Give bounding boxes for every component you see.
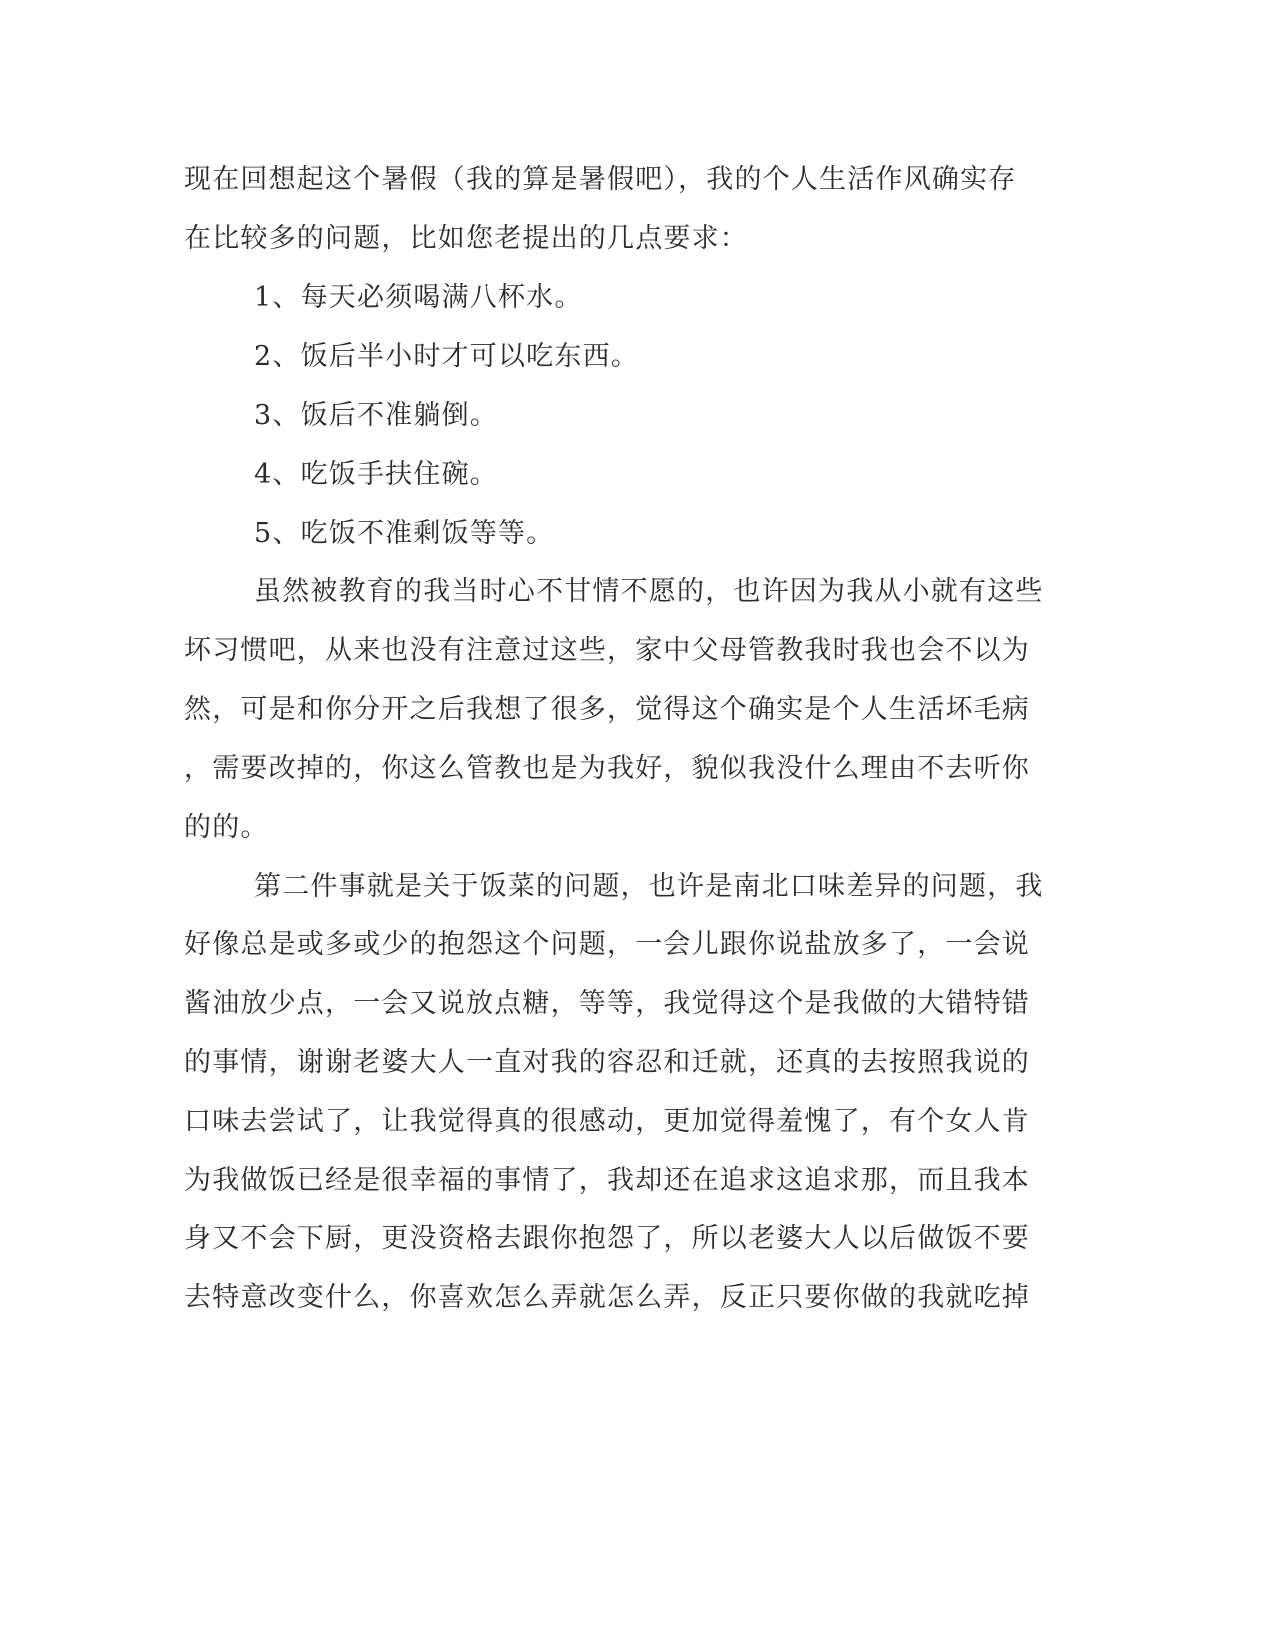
list-item: 1、每天必须喝满八杯水。 xyxy=(254,282,583,313)
paragraph-line: 第二件事就是关于饭菜的问题，也许是南北口味差异的问题，我 xyxy=(254,871,1044,902)
paragraph-line: 虽然被教育的我当时心不甘情不愿的，也许因为我从小就有这些 xyxy=(254,576,1044,607)
list-item: 3、饭后不准躺倒。 xyxy=(254,400,498,431)
paragraph-line: ，需要改掉的，你这么管教也是为我好，貌似我没什么理由不去听你 xyxy=(184,753,1030,784)
paragraph-line: 在比较多的问题，比如您老提出的几点要求： xyxy=(184,223,748,254)
paragraph-line: 坏习惯吧，从来也没有注意过这些，家中父母管教我时我也会不以为 xyxy=(184,635,1030,666)
list-item: 4、吃饭手扶住碗。 xyxy=(254,459,498,490)
paragraph-line: 为我做饭已经是很幸福的事情了，我却还在追求这追求那，而且我本 xyxy=(184,1165,1030,1196)
paragraph-line: 的事情，谢谢老婆大人一直对我的容忍和迁就，还真的去按照我说的 xyxy=(184,1047,1030,1078)
paragraph-line: 口味去尝试了，让我觉得真的很感动，更加觉得羞愧了，有个女人肯 xyxy=(184,1106,1030,1137)
paragraph-line: 的的。 xyxy=(184,812,269,843)
paragraph-line: 现在回想起这个暑假（我的算是暑假吧），我的个人生活作风确实存 xyxy=(184,164,1017,195)
list-item: 5、吃饭不准剩饭等等。 xyxy=(254,518,555,549)
paragraph-line: 酱油放少点，一会又说放点糖，等等，我觉得这个是我做的大错特错 xyxy=(184,988,1030,1019)
list-item: 2、饭后半小时才可以吃东西。 xyxy=(254,341,639,372)
paragraph-line: 好像总是或多或少的抱怨这个问题，一会儿跟你说盐放多了，一会说 xyxy=(184,929,1030,960)
paragraph-line: 去特意改变什么，你喜欢怎么弄就怎么弄，反正只要你做的我就吃掉 xyxy=(184,1282,1030,1313)
paragraph-line: 身又不会下厨，更没资格去跟你抱怨了，所以老婆大人以后做饭不要 xyxy=(184,1223,1030,1254)
paragraph-line: 然，可是和你分开之后我想了很多，觉得这个确实是个人生活坏毛病 xyxy=(184,694,1030,725)
